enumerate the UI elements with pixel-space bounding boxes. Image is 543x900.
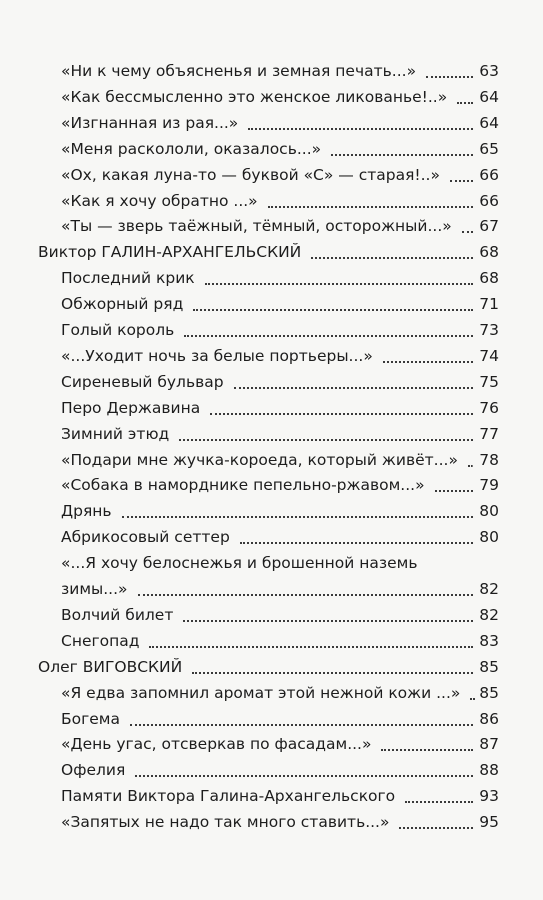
entry-title: «Запятых не надо так много ставить...» [61, 809, 391, 835]
entry-title: Абрикосовый сеттер [61, 524, 232, 550]
entry-title: «Подари мне жучка-короеда, который живёт...» [61, 447, 460, 473]
dot-leader [130, 722, 473, 726]
toc-entry [0, 550, 543, 576]
toc-entry [0, 498, 543, 524]
dot-leader [179, 437, 473, 441]
dot-leader [193, 307, 473, 311]
dot-leader [205, 281, 473, 285]
toc-entry [0, 188, 543, 214]
entry-title: Снегопад [61, 628, 141, 654]
toc-entry [0, 343, 543, 369]
page-number: 74 [479, 346, 499, 365]
entry-title: «...Уходит ночь за белые портьеры...» [61, 343, 375, 369]
toc-entry [0, 136, 543, 162]
page-number: 77 [479, 424, 499, 443]
entry-title: Волчий билет [61, 602, 175, 628]
dot-leader [135, 773, 473, 777]
dot-leader [268, 204, 473, 208]
entry-title: «Ох, какая луна-то — буквой «С» — старая!..» [61, 162, 442, 188]
page-number: 64 [479, 87, 499, 106]
entry-title: «Ты — зверь таёжный, тёмный, осторожный...» [61, 213, 454, 239]
entry-title: Олег ВИГОВСКИЙ [38, 654, 184, 680]
entry-title: Последний крик [61, 265, 197, 291]
page-number: 93 [479, 787, 499, 806]
dot-leader [184, 333, 473, 337]
entry-title: «Ни к чему объясненья и земная печать...» [61, 58, 418, 84]
toc-entry [0, 783, 543, 809]
entry-title: Виктор ГАЛИН-АРХАНГЕЛЬСКИЙ [38, 239, 303, 265]
page-number: 82 [479, 580, 499, 598]
dot-leader [331, 152, 473, 156]
entry-title: «Меня раскололи, оказалось...» [61, 136, 323, 162]
page-number: 68 [479, 269, 499, 288]
toc-entry [0, 162, 543, 188]
dot-leader [210, 411, 473, 415]
toc-entry [0, 706, 543, 732]
entry-title: Дрянь [61, 498, 114, 524]
toc-entry [0, 110, 543, 136]
dot-leader [138, 592, 473, 596]
entry-title: «...Я хочу белоснежья и брошенной наземь [61, 550, 420, 576]
dot-leader [248, 126, 473, 130]
page-number: 82 [479, 605, 499, 624]
toc-entry [0, 265, 543, 291]
toc-entry [0, 524, 543, 550]
page-number: 71 [479, 295, 499, 314]
page-number: 68 [479, 243, 499, 262]
toc-author-entry [0, 654, 543, 680]
page-number: 64 [479, 113, 499, 132]
dot-leader [234, 385, 473, 389]
toc-entry [0, 213, 543, 239]
entry-title: «День угас, отсверкав по фасадам...» [61, 731, 373, 757]
page-number: 88 [479, 761, 499, 780]
entry-title: «Как бессмысленно это женское ликованье!..» [61, 84, 449, 110]
dot-leader [149, 644, 473, 648]
entry-title: Сиреневый бульвар [61, 369, 226, 395]
page-number: 66 [479, 191, 499, 210]
page-number: 87 [479, 735, 499, 754]
toc-entry [0, 317, 543, 343]
toc-entry [0, 291, 543, 317]
toc-entry [0, 421, 543, 447]
toc-entry [0, 447, 543, 473]
toc-entry [0, 809, 543, 835]
page-number: 80 [479, 528, 499, 547]
entry-title: Памяти Виктора Галина-Архангельского [61, 783, 397, 809]
page-number: 67 [479, 217, 499, 236]
toc-entry [0, 395, 543, 421]
dot-leader [192, 670, 473, 674]
page-number: 76 [479, 398, 499, 417]
entry-title: Зимний этюд [61, 421, 171, 447]
toc-entry [0, 628, 543, 654]
page-number: 79 [479, 476, 499, 495]
page-number: 66 [479, 165, 499, 184]
toc-author-entry [0, 239, 543, 265]
entry-title: зимы...» [61, 576, 130, 602]
entry-title: «Как я хочу обратно ...» [61, 188, 260, 214]
toc-entry [0, 680, 543, 706]
entry-title: Голый король [61, 317, 176, 343]
toc-entry [0, 472, 543, 498]
page-number: 63 [479, 62, 499, 80]
toc-entry [0, 84, 543, 110]
toc-entry [0, 602, 543, 628]
entry-title: «Изгнанная из рая...» [61, 110, 240, 136]
entry-title: Офелия [61, 757, 127, 783]
dot-leader [240, 540, 473, 544]
page-number: 83 [479, 631, 499, 650]
toc-entry [0, 731, 543, 757]
dot-leader [183, 618, 473, 622]
page-number: 86 [479, 709, 499, 728]
page-number: 65 [479, 139, 499, 158]
entry-title: Богема [61, 706, 122, 732]
dot-leader [122, 514, 473, 518]
entry-title: «Собака в наморднике пепельно-ржавом...» [61, 472, 427, 498]
entry-title: «Я едва запомнил аромат этой нежной кожи ...» [61, 680, 462, 706]
toc-entry [0, 757, 543, 783]
toc-entry [0, 369, 543, 395]
dot-leader [311, 255, 473, 259]
page-number: 85 [479, 683, 499, 702]
page-number: 73 [479, 321, 499, 339]
toc-entry [0, 576, 543, 602]
toc-entry [0, 58, 543, 84]
entry-title: Перо Державина [61, 395, 202, 421]
page-number: 80 [479, 502, 499, 521]
page-number: 95 [479, 813, 499, 832]
page-number: 78 [479, 450, 499, 469]
entry-title: Обжорный ряд [61, 291, 185, 317]
page-number: 75 [479, 372, 499, 391]
page-number: 85 [479, 657, 499, 676]
